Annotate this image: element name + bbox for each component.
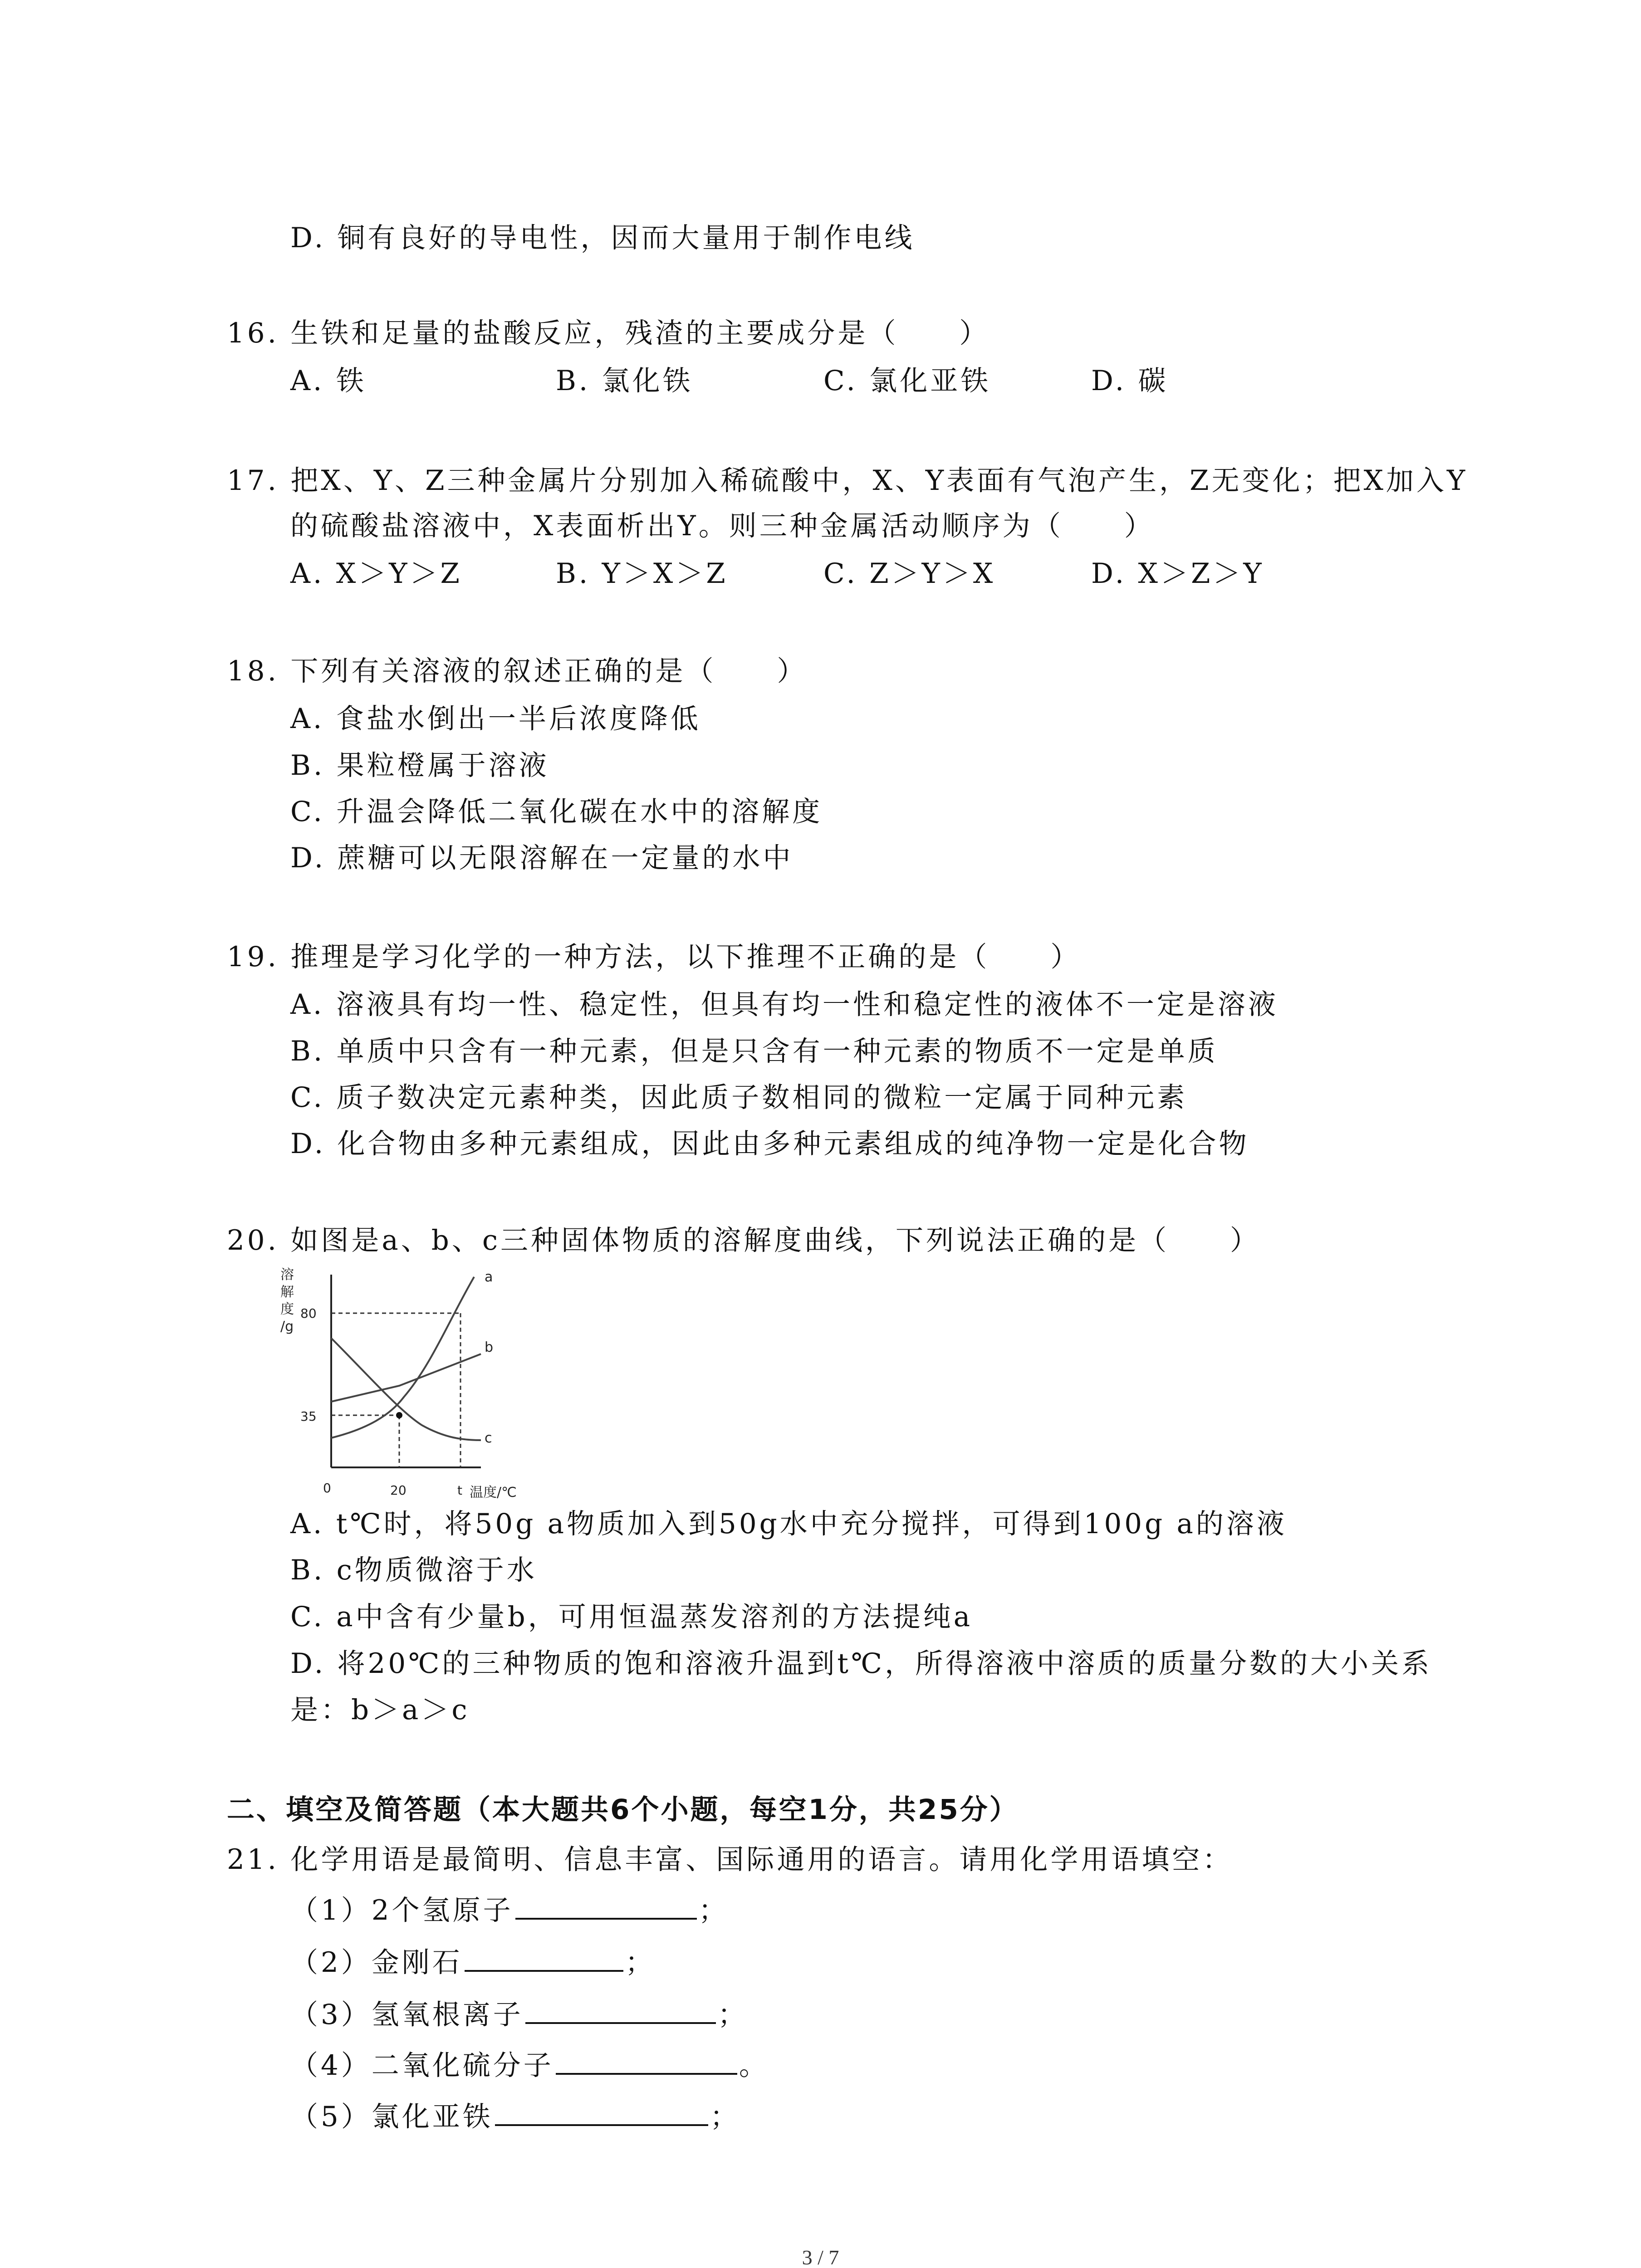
q17-stem-line2: 的硫酸盐溶液中，X表面析出Y。则三种金属活动顺序为（ ） (290, 510, 1155, 542)
q17-option-d: D. X＞Z＞Y (1091, 557, 1264, 590)
q21-item-end: ； (710, 2101, 740, 2133)
q21-item-5 (290, 2098, 740, 2135)
intersection-point (396, 1412, 402, 1418)
q21-item-3 (290, 1996, 748, 2033)
solubility-chart (268, 1266, 522, 1506)
section-title: 二、填空及简答题（本大题共6个小题，每空1分，共25分） (227, 1794, 1019, 1826)
answer-blank[interactable] (525, 1996, 716, 2024)
q17-stem-line1: 17. 把X、Y、Z三种金属片分别加入稀硫酸中，X、Y表面有气泡产生，Z无变化；把X加入Y (227, 464, 1468, 497)
q16-stem: 16. 生铁和足量的盐酸反应，残渣的主要成分是（ ） (227, 317, 990, 349)
curve-a-label: a (485, 1269, 493, 1285)
answer-blank[interactable] (495, 2098, 708, 2126)
chart-ylabel-char: 溶 (280, 1267, 294, 1283)
curve-b-label: b (485, 1339, 494, 1355)
q21-item-label: （2）金刚石 (290, 1946, 463, 1979)
q21-item-label: （3）氢氧根离子 (290, 1999, 524, 2031)
q21-item-label: （4）二氧化硫分子 (290, 2049, 554, 2082)
q21-item-1 (290, 1892, 729, 1929)
q19-option-a: A. 溶液具有均一性、稳定性，但具有均一性和稳定性的液体不一定是溶液 (290, 988, 1279, 1021)
chart-xlabel: 温度/℃ (470, 1485, 517, 1501)
curve-a (331, 1277, 474, 1438)
q17-option-c: C. Z＞Y＞X (823, 557, 996, 590)
q21-item-end: ； (698, 1894, 729, 1926)
q19-stem: 19. 推理是学习化学的一种方法，以下推理不正确的是（ ） (227, 941, 1081, 973)
q21-item-2 (290, 1944, 656, 1981)
chart-ylabel-char: 解 (280, 1284, 294, 1300)
q20-option-a: A. t℃时，将50g a物质加入到50g水中充分搅拌，可得到100g a的溶液 (290, 1508, 1287, 1540)
q19-option-b: B. 单质中只含有一种元素，但是只含有一种元素的物质不一定是单质 (290, 1035, 1218, 1067)
q20-stem: 20. 如图是a、b、c三种固体物质的溶解度曲线，下列说法正确的是（ ） (227, 1224, 1260, 1256)
q16-option-d: D. 碳 (1091, 365, 1169, 397)
q21-item-end: ； (625, 1946, 656, 1979)
q19-option-d: D. 化合物由多种元素组成，因此由多种元素组成的纯净物一定是化合物 (290, 1128, 1249, 1160)
q18-option-c: C. 升温会降低二氧化碳在水中的溶解度 (290, 796, 823, 828)
chart-x-tick-0: 0 (323, 1481, 331, 1496)
chart-y-tick-80: 80 (300, 1306, 317, 1321)
q15-option-d: D. 铜有良好的导电性，因而大量用于制作电线 (290, 222, 915, 254)
q20-option-d: D. 将20℃的三种物质的饱和溶液升温到t℃，所得溶液中溶质的质量分数的大小关系 (290, 1647, 1432, 1680)
q18-stem: 18. 下列有关溶液的叙述正确的是（ ） (227, 655, 808, 687)
q18-option-d: D. 蔗糖可以无限溶解在一定量的水中 (290, 842, 794, 874)
q21-item-4 (290, 2047, 769, 2084)
q21-item-label: （1）2个氢原子 (290, 1894, 514, 1926)
answer-blank[interactable] (465, 1944, 623, 1972)
q17-option-a: A. X＞Y＞Z (290, 557, 462, 590)
answer-blank[interactable] (556, 2047, 737, 2075)
q20-option-d-cont: 是：b＞a＞c (290, 1694, 470, 1726)
q20-option-c: C. a中含有少量b，可用恒温蒸发溶剂的方法提纯a (290, 1601, 973, 1633)
q18-option-b: B. 果粒橙属于溶液 (290, 749, 549, 782)
chart-x-tick-t: t (457, 1483, 462, 1498)
q19-option-c: C. 质子数决定元素种类，因此质子数相同的微粒一定属于同种元素 (290, 1081, 1188, 1114)
page-number: 3 / 7 (802, 2246, 839, 2268)
answer-blank[interactable] (515, 1892, 697, 1920)
q17-option-b: B. Y＞X＞Z (556, 557, 728, 590)
q21-item-end: ； (717, 1999, 748, 2031)
q20-option-b: B. c物质微溶于水 (290, 1554, 537, 1586)
q18-option-a: A. 食盐水倒出一半后浓度降低 (290, 703, 701, 735)
q16-option-b: B. 氯化铁 (556, 365, 693, 397)
q21-stem: 21. 化学用语是最简明、信息丰富、国际通用的语言。请用化学用语填空： (227, 1843, 1233, 1876)
chart-ylabel-char: /g (280, 1319, 294, 1334)
chart-ylabel-char: 度 (280, 1301, 294, 1317)
q16-option-c: C. 氯化亚铁 (823, 365, 991, 397)
chart-x-tick-20: 20 (390, 1483, 407, 1498)
curve-c (331, 1338, 481, 1440)
q21-item-label: （5）氯化亚铁 (290, 2101, 493, 2133)
curve-c-label: c (485, 1430, 492, 1446)
q21-item-end: 。 (739, 2049, 769, 2082)
chart-y-tick-35: 35 (300, 1409, 317, 1424)
q16-option-a: A. 铁 (290, 365, 367, 397)
